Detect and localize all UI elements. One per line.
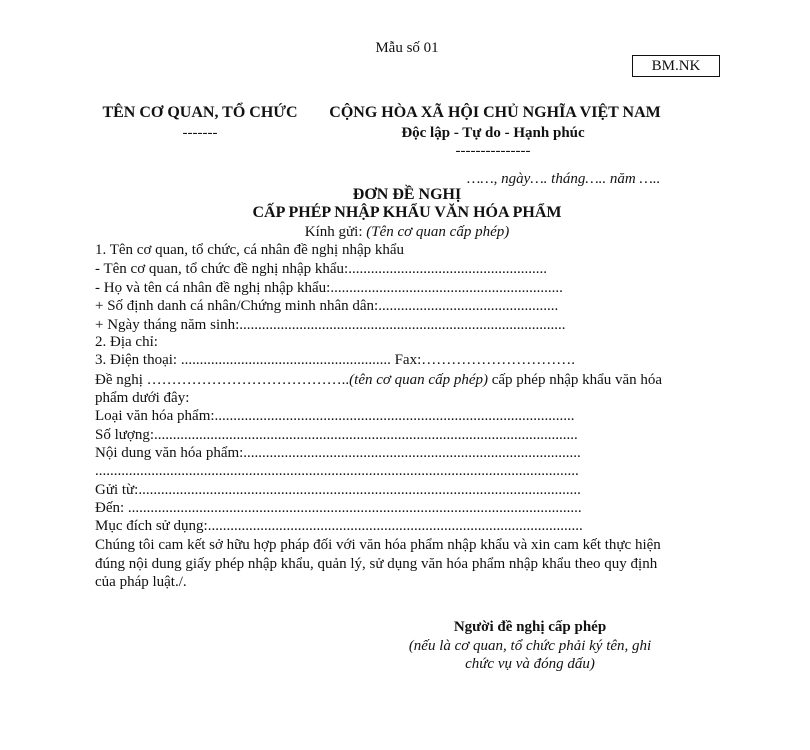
content-continuation: ................................................................................................................................. (95, 463, 579, 479)
id-number-field: + Số định danh cá nhân/Chứng minh nhân dân:................................................ (95, 298, 559, 314)
request-continuation: phẩm dưới đây: (95, 390, 190, 406)
country-name: CỘNG HÒA XÃ HỘI CHỦ NGHĨA VIỆT NAM (329, 104, 661, 121)
date-line: ……, ngày…. tháng….. năm ….. (467, 171, 661, 187)
addressee-line (305, 223, 509, 241)
addressee-label: Kính gửi: (304, 224, 367, 240)
form-number: Mẫu số 01 (375, 40, 439, 56)
item-type-field: Loại văn hóa phẩm:................................................................................................ (95, 408, 575, 424)
request-line (95, 371, 662, 389)
agency-name-field: - Tên cơ quan, tổ chức đề nghị nhập khẩu:..................................................... (95, 261, 547, 277)
birthdate-field: + Ngày tháng năm sinh:....................................................................................... (95, 317, 566, 333)
address-field: 2. Địa chỉ: (95, 334, 158, 350)
request-authority: (tên cơ quan cấp phép) (349, 372, 488, 388)
request-prefix: Đề nghị ………………………………….. (95, 372, 350, 388)
addressee-value: (Tên cơ quan cấp phép) (366, 224, 510, 240)
purpose-field: Mục đích sử dụng:.................................................................................................... (95, 518, 583, 534)
commitment-line-3: của pháp luật./. (95, 574, 187, 590)
form-code-box: BM.NK (632, 55, 720, 77)
phone-fax-field: 3. Điện thoại: ........................................................ Fax:…………………………. (95, 352, 575, 368)
sent-from-field: Gửi từ:...................................................................................................................... (95, 482, 581, 498)
signature-title: Người đề nghị cấp phép (453, 619, 607, 635)
commitment-line-1: Chúng tôi cam kết sở hữu hợp pháp đối với văn hóa phẩm nhập khẩu và xin cam kết thực hiện (95, 537, 661, 553)
section-1-heading: 1. Tên cơ quan, tổ chức, cá nhân đề nghị nhập khẩu (95, 242, 405, 258)
commitment-line-2: đúng nội dung giấy phép nhập khẩu, quản lý, sử dụng văn hóa phẩm nhập khẩu theo quy định (95, 556, 658, 572)
request-suffix: cấp phép nhập khẩu văn hóa (487, 372, 663, 388)
individual-name-field: - Họ và tên cá nhân đề nghị nhập khẩu:.............................................................. (95, 280, 563, 296)
agency-name: TÊN CƠ QUAN, TỔ CHỨC (102, 104, 298, 121)
destination-field: Đến: ......................................................................................................................... (95, 500, 582, 516)
document-subtitle: CẤP PHÉP NHẬP KHẨU VĂN HÓA PHẨM (252, 204, 562, 221)
motto-separator: --------------- (455, 143, 531, 159)
content-field: Nội dung văn hóa phẩm:.......................................................................................... (95, 445, 581, 461)
quantity-field: Số lượng:................................................................................................................. (95, 427, 578, 443)
signature-note-2: chức vụ và đóng dấu) (465, 656, 595, 672)
national-motto: Độc lập - Tự do - Hạnh phúc (401, 125, 585, 141)
agency-separator: ------- (182, 125, 218, 141)
document-title: ĐƠN ĐỀ NGHỊ (352, 186, 462, 203)
signature-note-1: (nếu là cơ quan, tổ chức phải ký tên, ghi (408, 638, 652, 654)
